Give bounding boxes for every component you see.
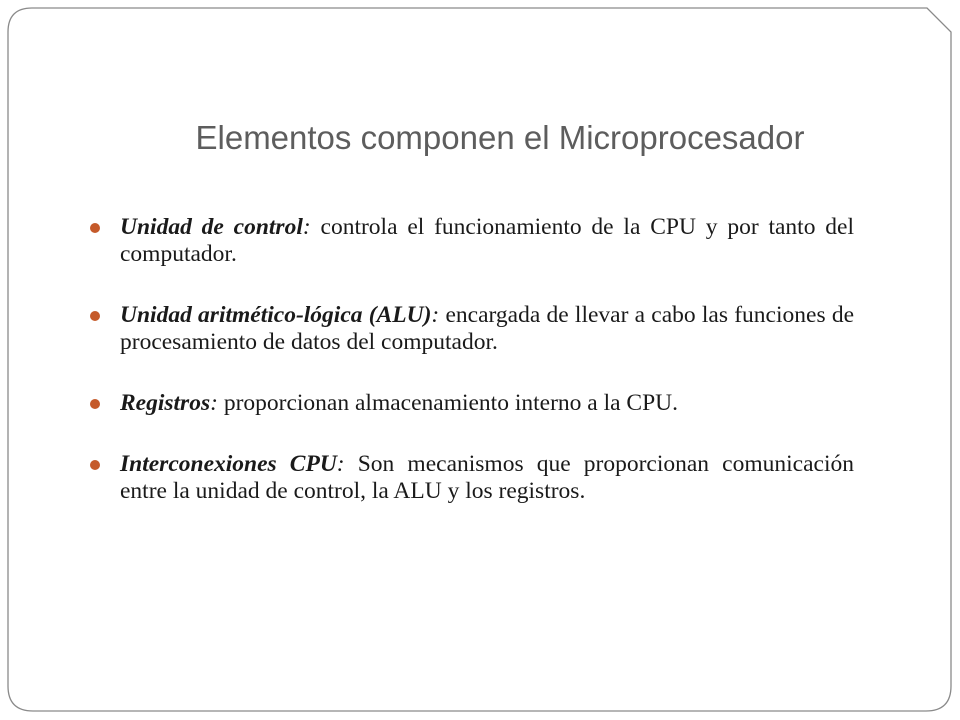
bullet-separator: :: [336, 451, 345, 477]
bullet-item-interconexiones-cpu: [88, 451, 854, 505]
bullet-separator: :: [431, 302, 440, 328]
slide-title: Elementos componen el Microprocesador: [195, 119, 805, 156]
bullet-term: Interconexiones CPU: [120, 451, 337, 477]
bullet-description: Son mecanismos que proporcionan comunicación entre la unidad de control, la ALU y los registros.: [120, 451, 854, 504]
bullet-item-registros: [88, 390, 854, 417]
bullet-list: [88, 214, 854, 505]
bullet-dot-icon: [90, 460, 100, 470]
bullet-term: Unidad aritmético-lógica (ALU): [120, 302, 432, 328]
bullet-description: encargada de llevar a cabo las funciones de procesamiento de datos del computador.: [120, 302, 854, 355]
bullet-description: proporcionan almacenamiento interno a la CPU.: [217, 390, 679, 416]
bullet-term: Registros: [120, 390, 211, 416]
bullet-term: Unidad de control: [120, 214, 303, 240]
bullet-dot-icon: [90, 399, 100, 409]
bullet-item-alu: [88, 302, 854, 356]
bullet-dot-icon: [90, 311, 100, 321]
bullet-dot-icon: [90, 223, 100, 233]
bullet-item-unidad-de-control: [88, 214, 854, 268]
bullet-description: controla el funcionamiento de la CPU y por tanto del computador.: [120, 214, 854, 267]
bullet-separator: :: [302, 214, 311, 240]
bullet-separator: :: [210, 390, 218, 416]
